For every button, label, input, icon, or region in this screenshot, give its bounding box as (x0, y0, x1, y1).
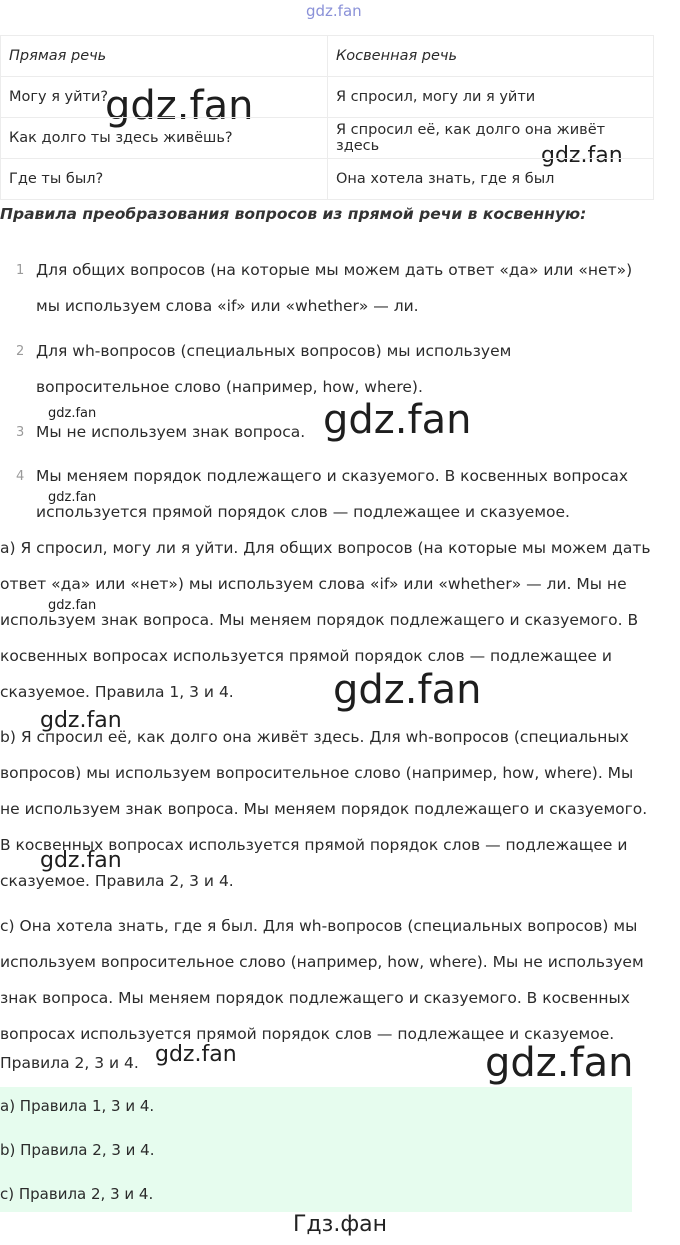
table-cell: Могу я уйти? (1, 77, 328, 118)
watermark: gdz.fan (155, 1042, 237, 1067)
rule-item (36, 458, 666, 530)
rule-item (36, 252, 666, 324)
text-line: ответ «да» или «нет») мы используем слова «if» или «whether» — ли. Мы не (0, 575, 627, 593)
text-line: вопросов) мы используем вопросительное слово (например, how, where). Мы (0, 764, 634, 782)
rule-line: Для wh-вопросов (специальных вопросов) мы используем (36, 342, 512, 360)
watermark: gdz.fan (40, 708, 122, 733)
rule-line: вопросительное слово (например, how, where). (36, 378, 423, 396)
watermark: gdz.fan (485, 1040, 634, 1086)
rule-line: Для общих вопросов (на которые мы можем дать ответ «да» или «нет») (36, 261, 633, 279)
rule-item (36, 414, 666, 450)
text-line: Правила 2, 3 и 4. (0, 1054, 139, 1072)
text-line: c) Она хотела знать, где я был. Для wh-вопросов (специальных вопросов) мы (0, 917, 638, 935)
answer-b: b) Правила 2, 3 и 4. (0, 1141, 155, 1159)
rule-line: Мы меняем порядок подлежащего и сказуемого. В косвенных вопросах (36, 467, 629, 485)
table-cell: Где ты был? (1, 159, 328, 200)
answers-block (0, 1087, 632, 1212)
rule-number: 4 (16, 469, 25, 484)
text-line: косвенных вопросах используется прямой порядок слов — подлежащее и (0, 647, 612, 665)
text-line: В косвенных вопросах используется прямой порядок слов — подлежащее и (0, 836, 628, 854)
table-cell: Я спросил её, как долго она живёт здесь (328, 118, 654, 159)
rule-line: Мы не используем знак вопроса. (36, 423, 306, 441)
rules-title: Правила преобразования вопросов из прямой речи в косвенную: (0, 205, 587, 223)
rule-line: мы используем слова «if» или «whether» — ли. (36, 297, 419, 315)
rule-number: 1 (16, 263, 25, 278)
rule-line: используется прямой порядок слов — подлежащее и сказуемое. (36, 503, 570, 521)
explanation-a (0, 530, 676, 713)
header-direct-speech: Прямая речь (1, 36, 328, 77)
explanation-b (0, 719, 676, 899)
text-line: b) Я спросил её, как долго она живёт здесь. Для wh-вопросов (специальных (0, 728, 629, 746)
rule-item (36, 333, 666, 405)
table-cell: Как долго ты здесь живёшь? (1, 118, 328, 159)
text-line: вопросах используется прямой порядок слов — подлежащее и сказуемое. (0, 1025, 615, 1043)
watermark: gdz.fan (541, 143, 623, 168)
rule-number: 2 (16, 344, 25, 359)
explanation-c (0, 908, 676, 1074)
watermark-top: gdz.fan (306, 2, 362, 20)
table-cell: Я спросил, могу ли я уйти (328, 77, 654, 118)
text-line: используем знак вопроса. Мы меняем порядок подлежащего и сказуемого. В (0, 611, 639, 629)
text-line: используем вопросительное слово (например, how, where). Мы не используем (0, 953, 644, 971)
watermark: gdz.fan (48, 490, 97, 505)
speech-table (0, 35, 654, 200)
watermark: gdz.fan (323, 397, 472, 443)
watermark: gdz.fan (48, 406, 97, 421)
watermark: gdz.fan (40, 848, 122, 873)
header-indirect-speech: Косвенная речь (328, 36, 654, 77)
watermark: gdz.fan (48, 598, 97, 613)
table-row (1, 77, 654, 118)
text-line: не используем знак вопроса. Мы меняем порядок подлежащего и сказуемого. (0, 800, 648, 818)
answer-c: c) Правила 2, 3 и 4. (0, 1185, 154, 1203)
answer-a: а) Правила 1, 3 и 4. (0, 1097, 155, 1115)
text-line: а) Я спросил, могу ли я уйти. Для общих вопросов (на которые мы можем дать (0, 539, 651, 557)
watermark: gdz.fan (105, 83, 254, 129)
table-row (1, 159, 654, 200)
footer-brand: Гдз.фан (293, 1212, 387, 1237)
text-line: знак вопроса. Мы меняем порядок подлежащего и сказуемого. В косвенных (0, 989, 630, 1007)
table-row (1, 118, 654, 159)
table-cell: Она хотела знать, где я был (328, 159, 654, 200)
text-line: сказуемое. Правила 1, 3 и 4. (0, 683, 234, 701)
rule-number: 3 (16, 425, 25, 440)
table-header-row (1, 36, 654, 77)
watermark: gdz.fan (333, 667, 482, 713)
text-line: сказуемое. Правила 2, 3 и 4. (0, 872, 234, 890)
